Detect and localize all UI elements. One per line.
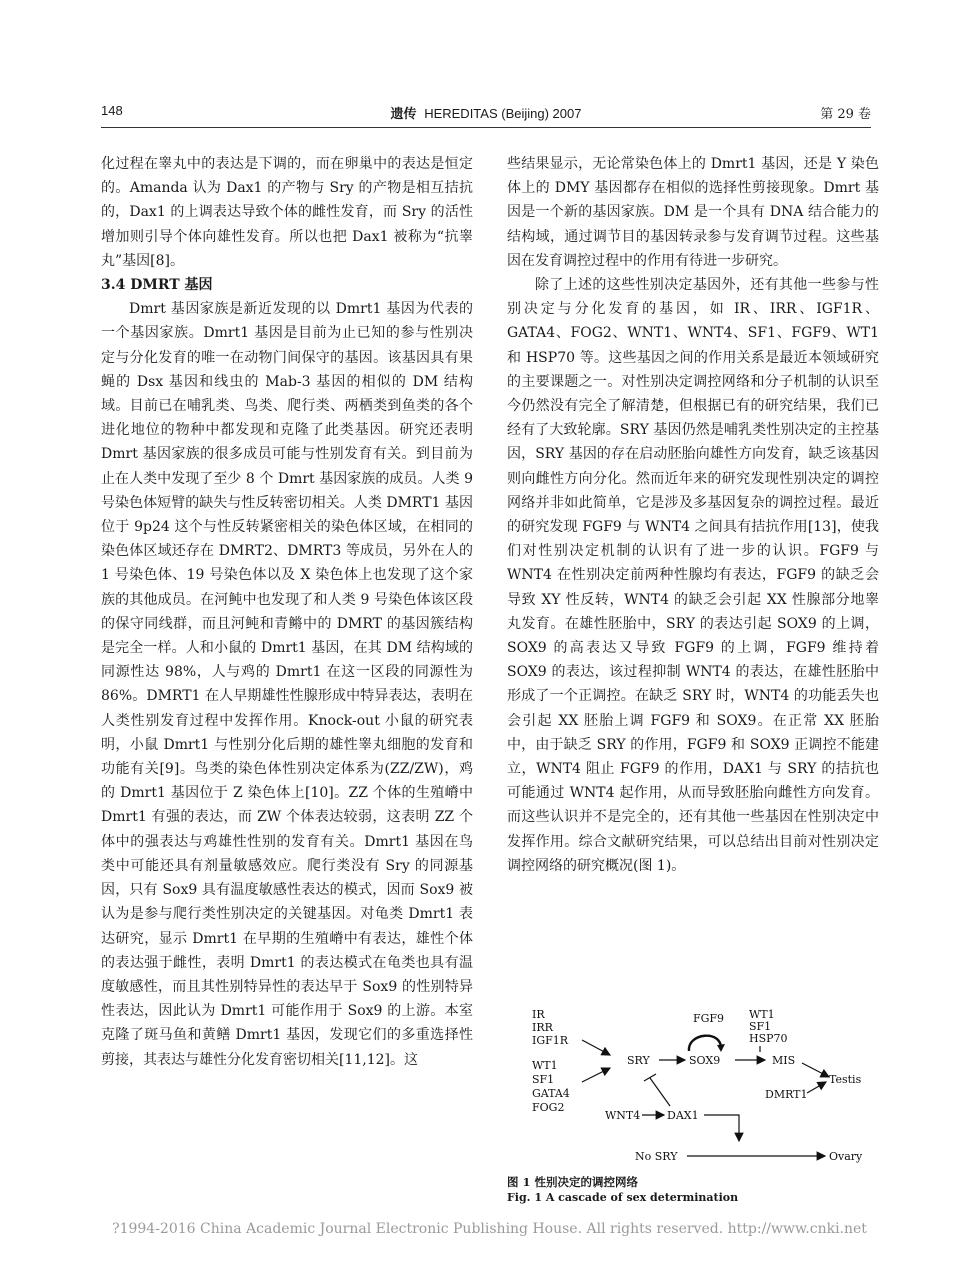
inhibit-dax1-sry (650, 1078, 670, 1106)
journal-title-cn: 遗传 (390, 106, 417, 121)
label-sf1-left: SF1 (532, 1073, 555, 1086)
fgf9-sox9-loop (689, 1036, 721, 1051)
running-header (101, 103, 871, 125)
header-rule (101, 127, 871, 128)
label-gata4: GATA4 (532, 1087, 570, 1100)
label-wnt4: WNT4 (605, 1109, 641, 1122)
left-column (101, 152, 473, 1072)
volume-label: 第 29 卷 (820, 107, 871, 122)
figure-caption-cn: 图 1 性别决定的调控网络 (507, 1175, 639, 1189)
inhibit-bar (644, 1074, 656, 1081)
label-sox9: SOX9 (689, 1054, 721, 1067)
label-igf1r: IGF1R (532, 1034, 569, 1047)
right-paragraph-1: 些结果显示，无论常染色体上的 Dmrt1 基因，还是 Y 染色体上的 DMY 基因都存在相似的选择性剪接现象。Dmrt 基因是一个新的基因家族。DM 是一个具有 DNA 结合能力的结构域，通过调节目的基因转录参与发育调节过程。这些基因在发育调控过程中的作用有待进一步研究。 (507, 156, 879, 269)
right-paragraph-2: 除了上述的这些性别决定基因外，还有其他一些参与性别决定与分化发育的基因，如 IR、IRR、IGF1R、GATA4、FOG2、WNT1、WNT4、SF1、FGF9、WT1 和 HSP70 等。这些基因之间的作用关系是最近本领域研究的主要课题之一。对性别决定调控网络和分子机制的认识至今仍然没有完全了解清楚，但根据已有的研究结果，我们已经有了大致轮廓。SRY 基因仍然是哺乳类性别决定的主控基因，SRY 基因的存在启动胚胎向雄性方向发育，缺乏该基因则向雌性方向分化。然而近年来的研究发现性别决定的调控网络并非如此简单，它是涉及多基因复杂的调控过程。最近的研究发现 FGF9 与 WNT4 之间具有拮抗作用[13]，使我们对性别决定机制的认识有了进一步的认识。FGF9 与 WNT4 在性别决定前两种性腺均有表达，FGF9 的缺乏会导致 XY 性反转，WNT4 的缺乏会引起 XX 性腺部分地睾丸发育。在雄性胚胎中，SRY 的表达引起 SOX9 的上调，SOX9 的高表达又导致 FGF9 的上调，FGF9 维持着 SOX9 的表达，该过程抑制 WNT4 的表达，在雄性胚胎中形成了一个正调控。在缺乏 SRY 时，WNT4 的功能丢失也会引起 XX 胚胎上调 FGF9 和 SOX9。在正常 XX 胚胎中，由于缺乏 SRY 的作用，FGF9 和 SOX9 正调控不能建立，WNT4 阻止 FGF9 的作用，DAX1 与 SRY 的拮抗也可能通过 WNT4 起作用，从而导致胚胎向雌性方向发育。而这些认识并不是完全的，还有其他一些基因在性别决定中发挥作用。综合文献研究结果，可以总结出目前对性别决定调控网络的研究概况(图 1)。 (507, 277, 879, 874)
label-fgf9: FGF9 (693, 1012, 725, 1025)
network-diagram (507, 1005, 879, 1170)
section-heading-dmrt: 3.4 DMRT 基因 (101, 277, 213, 294)
right-column (507, 152, 879, 878)
label-dmrt1: DMRT1 (765, 1088, 808, 1101)
label-sf1-right: SF1 (749, 1020, 772, 1033)
label-dax1: DAX1 (667, 1109, 699, 1122)
journal-title-en: HEREDITAS (Beijing) 2007 (424, 106, 582, 121)
arrow-wt1-sry (582, 1068, 610, 1082)
arrow-dax1-down (704, 1115, 739, 1141)
arrow-mis-testis (802, 1063, 829, 1077)
label-irr: IRR (532, 1021, 553, 1034)
figure-sex-determination-network (507, 1005, 879, 1170)
label-ir: IR (532, 1008, 545, 1021)
label-sry: SRY (627, 1054, 650, 1067)
arrow-igf1r-sry (582, 1040, 610, 1055)
label-testis: Testis (829, 1073, 862, 1086)
label-no-sry: No SRY (635, 1150, 678, 1163)
journal-title (101, 103, 871, 122)
copyright-footer: ?1994-2016 China Academic Journal Electronic Publishing House. All rights reserved. http://www.cnki.net (112, 1221, 867, 1237)
label-hsp70: HSP70 (749, 1032, 788, 1045)
figure-caption-en: Fig. 1 A cascade of sex determination (507, 1191, 739, 1204)
label-wt1-left: WT1 (532, 1059, 558, 1072)
label-ovary: Ovary (829, 1150, 863, 1163)
loop-arrowhead (717, 1044, 725, 1052)
left-paragraph-2: Dmrt 基因家族是新近发现的以 Dmrt1 基因为代表的一个基因家族。Dmrt1 基因是目前为止已知的参与性别决定与分化发育的唯一在动物门间保守的基因。该基因具有果蝇的 Dsx 基因和线虫的 Mab-3 基因的相似的 DM 结构域。目前已在哺乳类、鸟类、爬行类、两栖类到鱼类的各个进化地位的物种中都发现和克隆了此类基因。研究还表明 Dmrt 基因家族的很多成员可能与性别发育有关。到目前为止在人类中发现了至少 8 个 Dmrt 基因家族的成员。人类 9 号染色体短臂的缺失与性反转密切相关。人类 DMRT1 基因位于 9p24 这个与性反转紧密相关的染色体区域，在相同的染色体区域还存在 DMRT2、DMRT3 等成员，另外在人的 1 号染色体、19 号染色体以及 X 染色体上也发现了这个家族的其他成员。在河鲀中也发现了和人类 9 号染色体该区段的保守同线群，而且河鲀和青鳉中的 DMRT 的基因簇结构是完全一样。人和小鼠的 Dmrt1 基因，在其 DM 结构域的同源性达 98%，人与鸡的 Dmrt1 在这一区段的同源性为 86%。DMRT1 在人早期雄性性腺形成中特异表达，表明在人类性别发育过程中发挥作用。Knock-out 小鼠的研究表明，小鼠 Dmrt1 与性别分化后期的雄性睾丸细胞的发育和功能有关[9]。鸟类的染色体性别决定体系为(ZZ/ZW)，鸡的 Dmrt1 基因位于 Z 染色体上[10]。ZZ 个体的生殖嵴中 Dmrt1 有强的表达，而 ZW 个体表达较弱，这表明 ZZ 个体中的强表达与鸡雄性性别的发育有关。Dmrt1 基因在鸟类中可能还具有剂量敏感效应。爬行类没有 Sry 的同源基因，只有 Sox9 具有温度敏感性表达的模式，因而 Sox9 被认为是参与爬行类性别决定的关键基因。对龟类 Dmrt1 表达研究，显示 Dmrt1 在早期的生殖嵴中有表达，雄性个体的表达强于雌性，表明 Dmrt1 的表达模式在龟类也具有温度敏感性，而且其性别特异性的表达早于 Sox9 的性别特异性表达，因此认为 Dmrt1 可能作用于 Sox9 的上游。本室克隆了斑马鱼和黄鳝 Dmrt1 基因，发现它们的多重选择性剪接，其表达与雄性分化发育密切相关[11,12]。这 (101, 301, 473, 1068)
label-mis: MIS (772, 1054, 796, 1067)
label-wt1-right: WT1 (749, 1008, 775, 1021)
label-fog2: FOG2 (532, 1101, 565, 1114)
page-number: 148 (101, 103, 123, 118)
left-paragraph-1: 化过程在睾丸中的表达是下调的，而在卵巢中的表达是恒定的。Amanda 认为 Dax1 的产物与 Sry 的产物是相互拮抗的，Dax1 的上调表达导致个体的雌性发育，而 Sry 的活性增加则引导个体向雄性发育。所以也把 Dax1 被称为“抗睾丸”基因[8]。 (101, 156, 473, 269)
arrow-dmrt1-testis (807, 1082, 826, 1093)
